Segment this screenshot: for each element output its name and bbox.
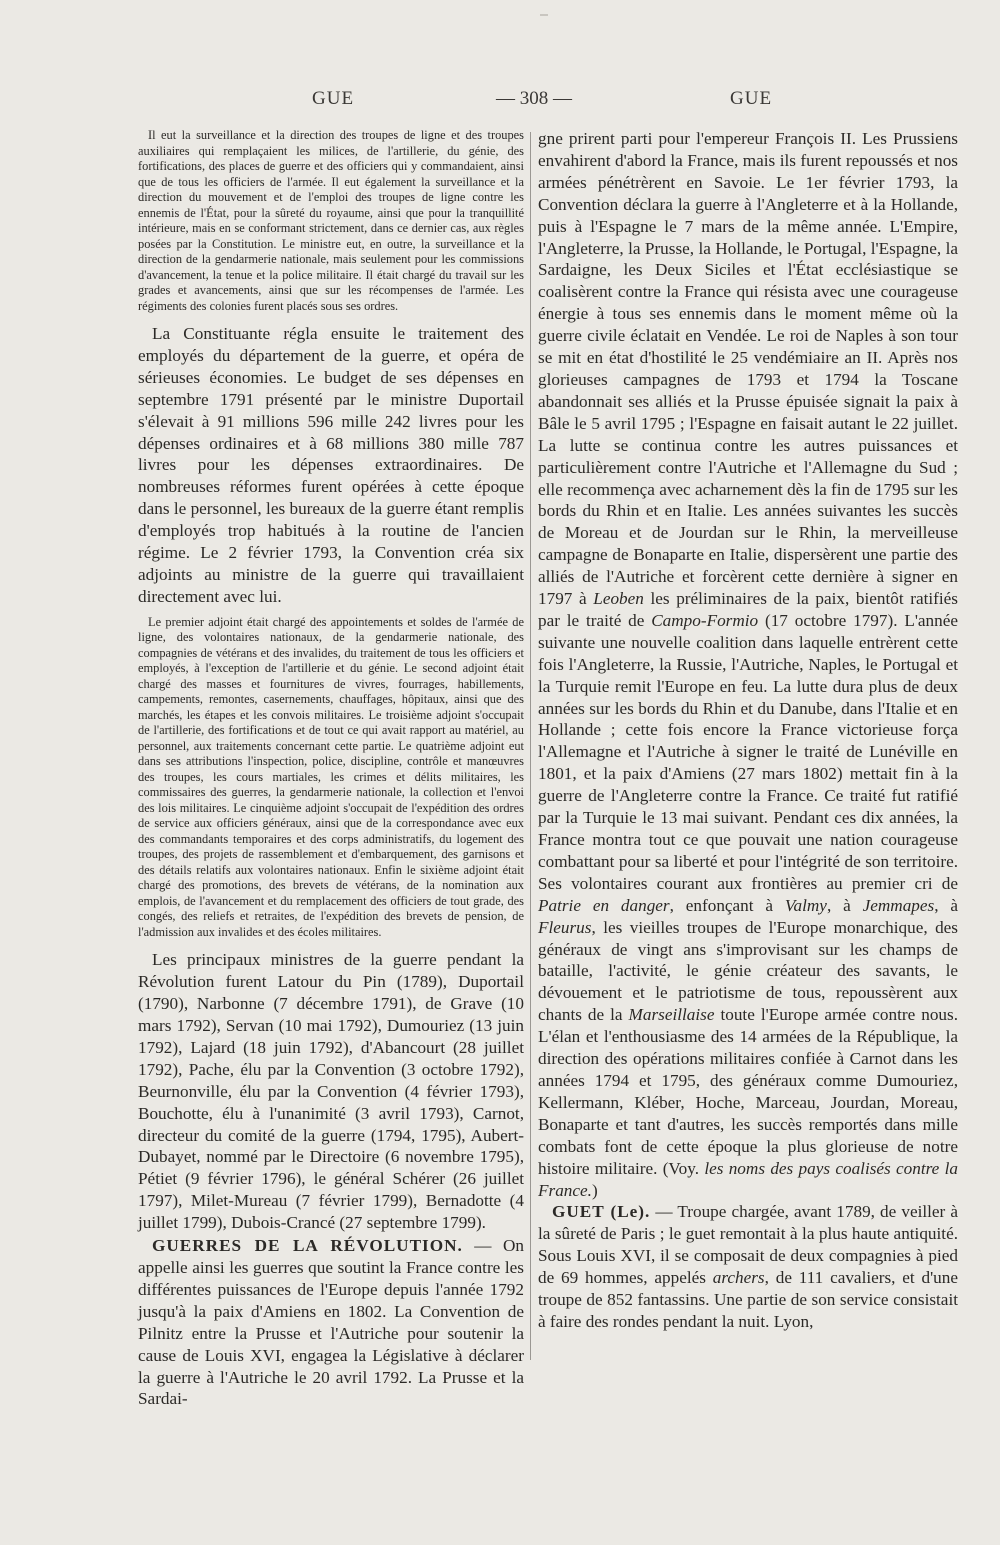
dictionary-entry xyxy=(538,1201,958,1332)
small-print-paragraph: Le premier adjoint était chargé des appointements et soldes de l'armée de ligne, des volontaires nationaux, de la gendarmerie nationale, des compagnies de vétérans et des invalides, du traitement de tous les officiers et employés, à l'exception de l'artillerie et du génie. Le second adjoint était chargé des masses et fournitures de vivres, fourrages, habillements, campements, remontes, casernements, chauffages, hôpitaux, ainsi que des marchés, les étapes et les convois militaires. Le troisième adjoint s'occupait de l'artillerie, des fortifications et de tout ce qui avait rapport au matériel, au personnel, aux traitements concernant cette partie. Le quatrième adjoint eut dans ses attributions l'inspection, police, discipline, contrôle et manœuvres des troupes, les cours martiales, les crimes et délits militaires, les commissaires des guerres, la gendarmerie nationale, la collection et l'envoi des lois militaires. Le cinquième adjoint s'occupait de l'expédition des ordres de service aux officiers généraux, ainsi que de la correspondance avec eux des commandants temporaires et des corps administratifs, du logement des troupes, des projets de rassemblement et d'embarquement, des garnisons et des détails relatifs aux volontaires nationaux. Enfin le sixième adjoint était chargé des promotions, des brevets de vétérans, de la nomination aux emplois, de l'avancement et du remplacement des officiers de tout grade, des congés, des reliefs et retraites, de l'expédition des brevets de pension, de l'admission aux invalides et des écoles militaires. xyxy=(138,614,524,939)
italic-term: Marseillaise xyxy=(628,1005,715,1025)
text-run: , enfonçant à xyxy=(669,895,785,915)
text-run: , à xyxy=(826,895,863,915)
body-paragraph: La Constituante régla ensuite le traitement des employés du département de la guerre, et opéra de sérieuses économies. Le budget de ses dépenses en septembre 1791 présenté par le ministre Duportail s'élevait à 91 millions 596 mille 242 livres pour les dépenses ordinaires et à 68 millions 380 mille 787 livres pour les dépenses extraordinaires. De nombreuses réformes furent opérées à cette époque dans le personnel, les bureaux de la guerre étant remplis d'employés trop habitués à la routine de l'ancien régime. Le 2 février 1793, la Convention créa six adjoints au ministre de la guerre qui travaillaient directement avec lui. xyxy=(138,324,524,606)
right-column xyxy=(538,128,958,1333)
left-column xyxy=(138,128,524,1411)
header-left-keyword: GUE xyxy=(312,88,355,109)
body-paragraph-continued xyxy=(538,128,958,1201)
italic-term: Jemmapes xyxy=(862,895,935,915)
entry-text: — On appelle ainsi les guerres que soutint la France contre les différentes puissances de l'Europe depuis l'année 1792 jusqu'à la paix d'Amiens en 1802. La Convention de Pilnitz entre la Prusse et l'Autriche pour soutenir la cause de Louis XVI, engagea la Législative à déclarer la guerre à l'Autriche le 20 avril 1792. La Prusse et la Sardai- xyxy=(138,1236,524,1409)
text-run: toute l'Europe armée contre nous. L'élan et l'enthousiasme des 14 armées de la République, la direction des opérations militaires confiée à Carnot dans les années 1794 et 1795, des généraux comme Dumouriez, Kellermann, Kléber, Hoche, Marceau, Jourdan, Moreau, Bonaparte et tant d'autres, les succès remportés dans mille combats font de cette époque la plus glorieuse de notre histoire militaire. (Voy. xyxy=(538,1005,958,1178)
entry-headword: GUERRES DE LA RÉVOLUTION. xyxy=(152,1236,463,1256)
running-header xyxy=(0,88,1000,118)
text-run: — Troupe chargée, avant 1789, de veiller à la sûreté de Paris ; le guet remontait à la plus haute antiquité. Sous Louis XVI, il se composait de deux compagnies à pied de 69 hommes, appelés xyxy=(538,1202,958,1288)
italic-term: Fleurus xyxy=(538,917,592,937)
body-paragraph: Les principaux ministres de la guerre pendant la Révolution furent Latour du Pin (1789), Duportail (1790), Narbonne (7 décembre 1791), de Grave (10 mars 1792), Servan (10 mai 1792), Dumouriez (13 juin 1792), Lajard (18 juin 1792), d'Abancourt (28 juillet 1792), Pache, élu par la Convention (3 octobre 1792), Beurnonville, élu par la Convention (4 février 1793), Bouchotte, élu à l'unanimité (3 avril 1793), Carnot, directeur du comité de la guerre (1794, 1795), Aubert-Dubayet, nommé par le Directoire (6 novembre 1795), Pétiet (9 février 1796), le général Schérer (26 juillet 1797), Milet-Mureau (7 février 1799), Bernadotte (4 juillet 1799), Dubois-Crancé (27 septembre 1799). xyxy=(138,950,524,1233)
italic-term: Valmy xyxy=(784,895,827,915)
text-run: , les vieilles troupes de l'Europe monarchique, des généraux de vingt ans s'improvisant sur les champs de bataille, l'activité, le génie créateur des savants, le dévouement et le patriotisme de tous, repoussèrent aux chants de la xyxy=(538,917,958,1025)
text-run: ) xyxy=(591,1180,598,1200)
text-run: , à xyxy=(934,895,958,915)
italic-term: archers xyxy=(712,1268,765,1288)
page-number: — 308 — xyxy=(496,88,572,109)
italic-term: Leoben xyxy=(593,589,644,609)
entry-headword: GUET (Le). xyxy=(552,1202,651,1222)
text-run: les préliminaires de la paix, bientôt ratifiés par le traité de xyxy=(538,589,958,630)
header-right-keyword: GUE xyxy=(730,88,773,109)
column-separator xyxy=(530,132,531,1360)
small-print-paragraph: Il eut la surveillance et la direction des troupes de ligne et des troupes auxiliaires qui remplaçaient les milices, de l'artillerie, du génie, des fortifications, des places de guerre et des officiers qui y commandaient, ainsi que de tous les officiers de l'armée. Il eut également la surveillance et la direction du mouvement et de l'emploi des troupes de ligne contre les ennemis de l'État, pour la sûreté du royaume, ainsi que pour la tranquillité intérieure, mais en se conformant strictement, dans ce dernier cas, aux règles posées par la Constitution. Le ministre eut, en outre, la surveillance et la direction de la gendarmerie nationale, mais seulement pour les commissions d'avancement, la tenue et la police militaire. Il était chargé du travail sur les grades et avancements, ainsi que sur les récompenses de l'armée. Les régiments des colonies furent placés sous ses ordres. xyxy=(138,128,524,313)
dictionary-entry xyxy=(138,1235,524,1410)
page-smudge xyxy=(540,14,548,16)
text-run: (17 octobre 1797). L'année suivante une nouvelle coalition dans laquelle entrèrent cette fois l'Angleterre, la Russie, l'Autriche, Naples, le Portugal et la Turquie remit l'Europe en feu. La lutte dura plus de deux années sur les bords du Rhin et du Danube, dans l'Italie et en Hollande ; cette fois encore la France victorieuse força l'Allemagne et l'Autriche à signer le traité de Lunéville en 1801, et la paix d'Amiens (27 mars 1802) mettait fin à la guerre de l'Angleterre contre la France. Ce traité fut ratifié par la Turquie le 13 mai suivant. Pendant ces dix années, la France montra tout ce que pouvait une nation courageuse combattant pour sa liberté et pour l'intégrité de son territoire. Ses volontaires courant aux frontières au premier cri de xyxy=(538,610,958,893)
italic-term: Patrie en danger xyxy=(538,895,670,915)
text-run: , de 111 cavaliers, et d'une troupe de 852 fantassins. Une partie de son service consistait à faire des rondes pendant la nuit. Lyon, xyxy=(538,1268,958,1331)
cross-reference: les noms des pays coalisés contre la France. xyxy=(538,1158,958,1200)
text-run: gne prirent parti pour l'empereur François II. Les Prussiens envahirent d'abord la France, mais ils furent repoussés et nos armées pénétrèrent en Savoie. Le 1er février 1793, la Convention déclara la guerre à l'Angleterre et à la Hollande, puis à l'Espagne le 7 mars de la même année. L'Empire, l'Angleterre, la Prusse, la Hollande, le Portugal, l'Espagne, la Sardaigne, les Deux Siciles et l'État ecclésiastique se coalisèrent contre la France qui résista avec une courageuse énergie à tous ses ennemis dans le moment même où la guerre civile éclatait en Vendée. Le roi de Naples à son tour se mit en état d'hostilité le 25 vendémiaire an II. Après nos glorieuses campagnes de 1793 et 1794 la Toscane abandonnait ses alliés et la Prusse épuisée signait la paix à Bâle le 5 avril 1795 ; l'Espagne en faisait autant le 22 juillet. La lutte se continua contre les autres puissances et particulièrement contre l'Autriche et l'Allemagne du Sud ; elle recommença avec acharnement dès la fin de 1795 sur les bords du Rhin et en Italie. Les années suivantes les succès de Moreau et de Jourdan sur le Rhin, la merveilleuse campagne de Bonaparte en Italie, dispersèrent une partie des alliés de l'Autriche et forcèrent cette dernière à signer en 1797 à xyxy=(538,129,958,609)
italic-term: Campo-Formio xyxy=(651,610,759,630)
